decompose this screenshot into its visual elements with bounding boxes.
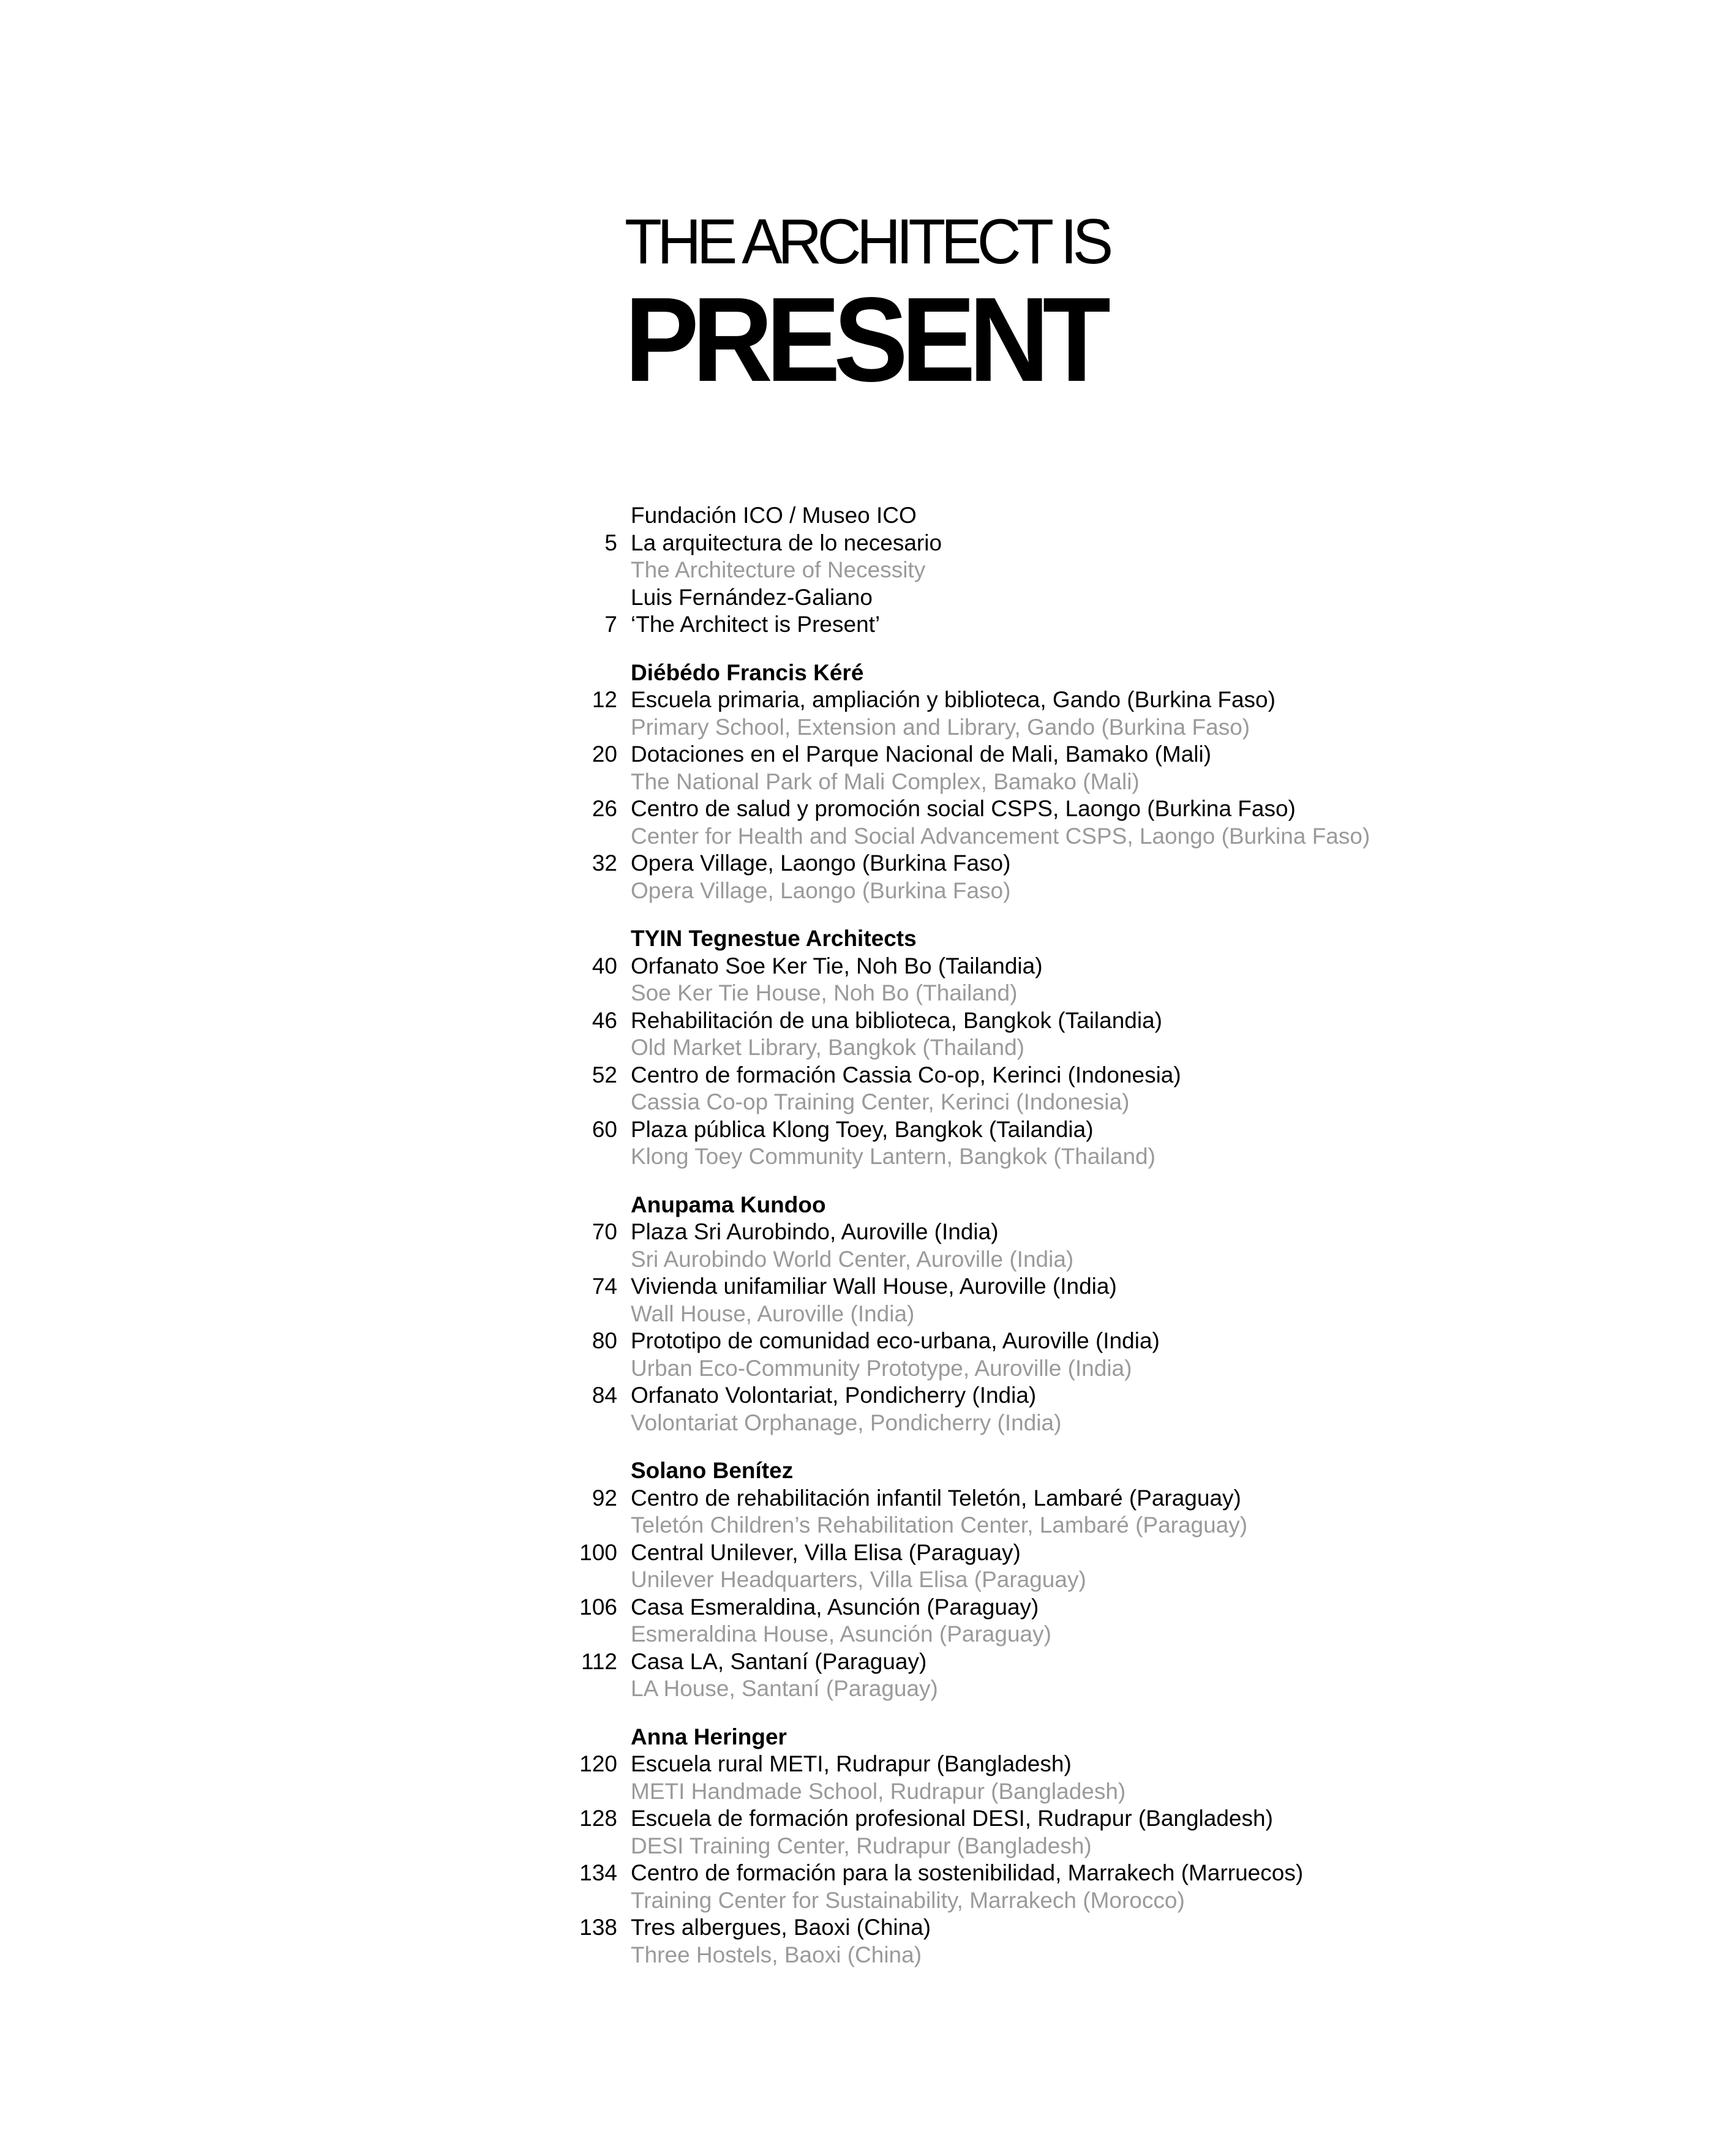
entry-title-english: Esmeraldina House, Asunción (Paraguay) — [631, 1621, 1051, 1647]
toc-row — [563, 1805, 1421, 1833]
toc-row-translation — [563, 877, 1421, 905]
page-number: 128 — [579, 1806, 617, 1831]
entry-title: Vivienda unifamiliar Wall House, Auroville (India) — [631, 1274, 1117, 1299]
page-number: 52 — [592, 1062, 617, 1087]
entry-title: Tres albergues, Baoxi (China) — [631, 1915, 931, 1940]
page-number: 60 — [592, 1116, 617, 1142]
toc-row-translation — [563, 768, 1421, 796]
architect-heading — [563, 1724, 1421, 1751]
toc-row-translation — [563, 1778, 1421, 1806]
toc-row-translation — [563, 1675, 1421, 1703]
entry-title-english: Sri Aurobindo World Center, Auroville (India) — [631, 1246, 1074, 1272]
architect-name: TYIN Tegnestue Architects — [631, 926, 917, 951]
entry-title: Centro de rehabilitación infantil Teletón, Lambaré (Paraguay) — [631, 1485, 1241, 1511]
toc-row — [563, 611, 1421, 639]
page-number: 26 — [592, 796, 617, 821]
entry-title: Orfanato Soe Ker Tie, Noh Bo (Tailandia) — [631, 953, 1043, 978]
architect-heading — [563, 659, 1421, 687]
entry-title: Luis Fernández-Galiano — [631, 584, 873, 610]
entry-title-english: Soe Ker Tie House, Noh Bo (Thailand) — [631, 980, 1018, 1005]
page-number: 32 — [592, 851, 617, 876]
entry-title: Centro de salud y promoción social CSPS, Laongo (Burkina Faso) — [631, 796, 1296, 821]
entry-title-english: Urban Eco-Community Prototype, Auroville (India) — [631, 1355, 1132, 1381]
title-block — [625, 206, 1114, 407]
toc-row-translation — [563, 1246, 1421, 1274]
entry-title: Escuela rural METI, Rudrapur (Bangladesh) — [631, 1751, 1072, 1776]
entry-title: Plaza pública Klong Toey, Bangkok (Tailandia) — [631, 1116, 1094, 1142]
entry-title-english: Opera Village, Laongo (Burkina Faso) — [631, 877, 1011, 903]
page-number: 12 — [592, 687, 617, 712]
architect-name: Anna Heringer — [631, 1724, 787, 1749]
title-line-1: THE ARCHITECT IS — [625, 206, 1109, 277]
toc-row — [563, 1219, 1421, 1246]
page-number: 5 — [604, 530, 617, 555]
toc-row — [563, 953, 1421, 980]
entry-title-english: METI Handmade School, Rudrapur (Bangladesh) — [631, 1778, 1126, 1804]
entry-title-english: Unilever Headquarters, Villa Elisa (Paraguay) — [631, 1567, 1086, 1592]
toc-row — [563, 1594, 1421, 1621]
page-number: 112 — [581, 1648, 617, 1674]
page-number: 20 — [592, 742, 617, 767]
architect-name: Diébédo Francis Kéré — [631, 659, 864, 685]
toc-row-translation — [563, 1833, 1421, 1860]
page-number: 106 — [579, 1594, 617, 1620]
page-number: 70 — [592, 1219, 617, 1244]
entry-title-english: Wall House, Auroville (India) — [631, 1301, 915, 1326]
page-number: 46 — [592, 1007, 617, 1033]
page-number: 80 — [592, 1328, 617, 1353]
architect-name: Anupama Kundoo — [631, 1192, 826, 1217]
toc-row-translation — [563, 980, 1421, 1007]
toc-row-translation — [563, 714, 1421, 742]
toc-row — [563, 1751, 1421, 1778]
page-number: 138 — [579, 1915, 617, 1940]
toc-row — [563, 850, 1421, 877]
entry-title-english: Klong Toey Community Lantern, Bangkok (Thailand) — [631, 1144, 1155, 1169]
entry-title: Escuela de formación profesional DESI, Rudrapur (Bangladesh) — [631, 1806, 1273, 1831]
entry-title-english: The Architecture of Necessity — [631, 557, 926, 582]
title-line-2: PRESENT — [625, 272, 1104, 407]
toc-row — [563, 1273, 1421, 1301]
page-number: 100 — [579, 1539, 617, 1565]
entry-title: Casa Esmeraldina, Asunción (Paraguay) — [631, 1594, 1039, 1620]
entry-title-english: Primary School, Extension and Library, Gando (Burkina Faso) — [631, 714, 1250, 740]
toc-row-translation — [563, 823, 1421, 851]
architect-heading — [563, 925, 1421, 953]
entry-title-english: Three Hostels, Baoxi (China) — [631, 1942, 922, 1967]
toc-row — [563, 502, 1421, 530]
page-number: 74 — [592, 1274, 617, 1299]
entry-title: Dotaciones en el Parque Nacional de Mali, Bamako (Mali) — [631, 742, 1212, 767]
entry-title: La arquitectura de lo necesario — [631, 530, 942, 555]
toc-row-translation — [563, 1410, 1421, 1437]
toc-row-translation — [563, 1143, 1421, 1171]
architect-heading — [563, 1192, 1421, 1219]
toc-row — [563, 1914, 1421, 1942]
toc-row-translation — [563, 1621, 1421, 1648]
entry-title: ‘The Architect is Present’ — [631, 612, 881, 637]
entry-title-english: Training Center for Sustainability, Marrakech (Morocco) — [631, 1887, 1185, 1913]
entry-title-english: Volontariat Orphanage, Pondicherry (India) — [631, 1410, 1062, 1435]
toc-row-translation — [563, 1355, 1421, 1383]
toc-row — [563, 1116, 1421, 1144]
page-number: 134 — [579, 1860, 617, 1885]
toc-row — [563, 530, 1421, 557]
entry-title: Opera Village, Laongo (Burkina Faso) — [631, 851, 1011, 876]
toc-row-translation — [563, 1887, 1421, 1915]
toc-section-tyin — [563, 925, 1421, 1171]
page-number: 84 — [592, 1383, 617, 1408]
entry-title: Escuela primaria, ampliación y biblioteca, Gando (Burkina Faso) — [631, 687, 1276, 712]
toc-row-translation — [563, 1512, 1421, 1539]
toc-row — [563, 1062, 1421, 1089]
entry-title-english: Cassia Co-op Training Center, Kerinci (Indonesia) — [631, 1089, 1130, 1114]
toc-row-translation — [563, 1942, 1421, 1969]
toc-row-translation — [563, 1089, 1421, 1116]
toc-row — [563, 741, 1421, 768]
toc-row — [563, 1860, 1421, 1887]
entry-title: Plaza Sri Aurobindo, Auroville (India) — [631, 1219, 999, 1244]
toc-row — [563, 1007, 1421, 1035]
toc-row — [563, 1485, 1421, 1512]
entry-title: Central Unilever, Villa Elisa (Paraguay) — [631, 1539, 1021, 1565]
toc-section-kundoo — [563, 1192, 1421, 1437]
entry-title-english: The National Park of Mali Complex, Bamako (Mali) — [631, 768, 1140, 794]
toc-row-translation — [563, 557, 1421, 584]
entry-title-english: Old Market Library, Bangkok (Thailand) — [631, 1035, 1024, 1060]
entry-title-english: Teletón Children’s Rehabilitation Center, Lambaré (Paraguay) — [631, 1512, 1248, 1538]
toc-section-kere — [563, 659, 1421, 905]
page-number: 92 — [592, 1485, 617, 1511]
toc-row — [563, 584, 1421, 612]
entry-title: Centro de formación Cassia Co-op, Kerinci (Indonesia) — [631, 1062, 1181, 1087]
entry-title-english: Center for Health and Social Advancement CSPS, Laongo (Burkina Faso) — [631, 823, 1370, 849]
entry-title-english: LA House, Santaní (Paraguay) — [631, 1676, 938, 1701]
toc-section-benitez — [563, 1457, 1421, 1703]
toc-section-heringer — [563, 1724, 1421, 1969]
toc-row — [563, 686, 1421, 714]
page-number: 40 — [592, 953, 617, 978]
toc-row-translation — [563, 1301, 1421, 1328]
toc-intro-group — [563, 502, 1421, 639]
toc-row — [563, 1382, 1421, 1410]
entry-title: Casa LA, Santaní (Paraguay) — [631, 1648, 927, 1674]
entry-title: Orfanato Volontariat, Pondicherry (India) — [631, 1383, 1037, 1408]
architect-name: Solano Benítez — [631, 1458, 794, 1483]
toc-row — [563, 1648, 1421, 1676]
page-number: 7 — [604, 612, 617, 637]
entry-title: Centro de formación para la sostenibilidad, Marrakech (Marruecos) — [631, 1860, 1304, 1885]
table-of-contents — [563, 502, 1421, 1969]
entry-title: Rehabilitación de una biblioteca, Bangkok (Tailandia) — [631, 1007, 1163, 1033]
entry-title-english: DESI Training Center, Rudrapur (Bangladesh) — [631, 1833, 1092, 1858]
architect-heading — [563, 1457, 1421, 1485]
toc-row — [563, 795, 1421, 823]
page-number: 120 — [579, 1751, 617, 1776]
toc-row — [563, 1327, 1421, 1355]
toc-row-translation — [563, 1034, 1421, 1062]
entry-title: Fundación ICO / Museo ICO — [631, 503, 917, 528]
entry-title: Prototipo de comunidad eco-urbana, Auroville (India) — [631, 1328, 1160, 1353]
toc-row — [563, 1539, 1421, 1567]
toc-row-translation — [563, 1566, 1421, 1594]
